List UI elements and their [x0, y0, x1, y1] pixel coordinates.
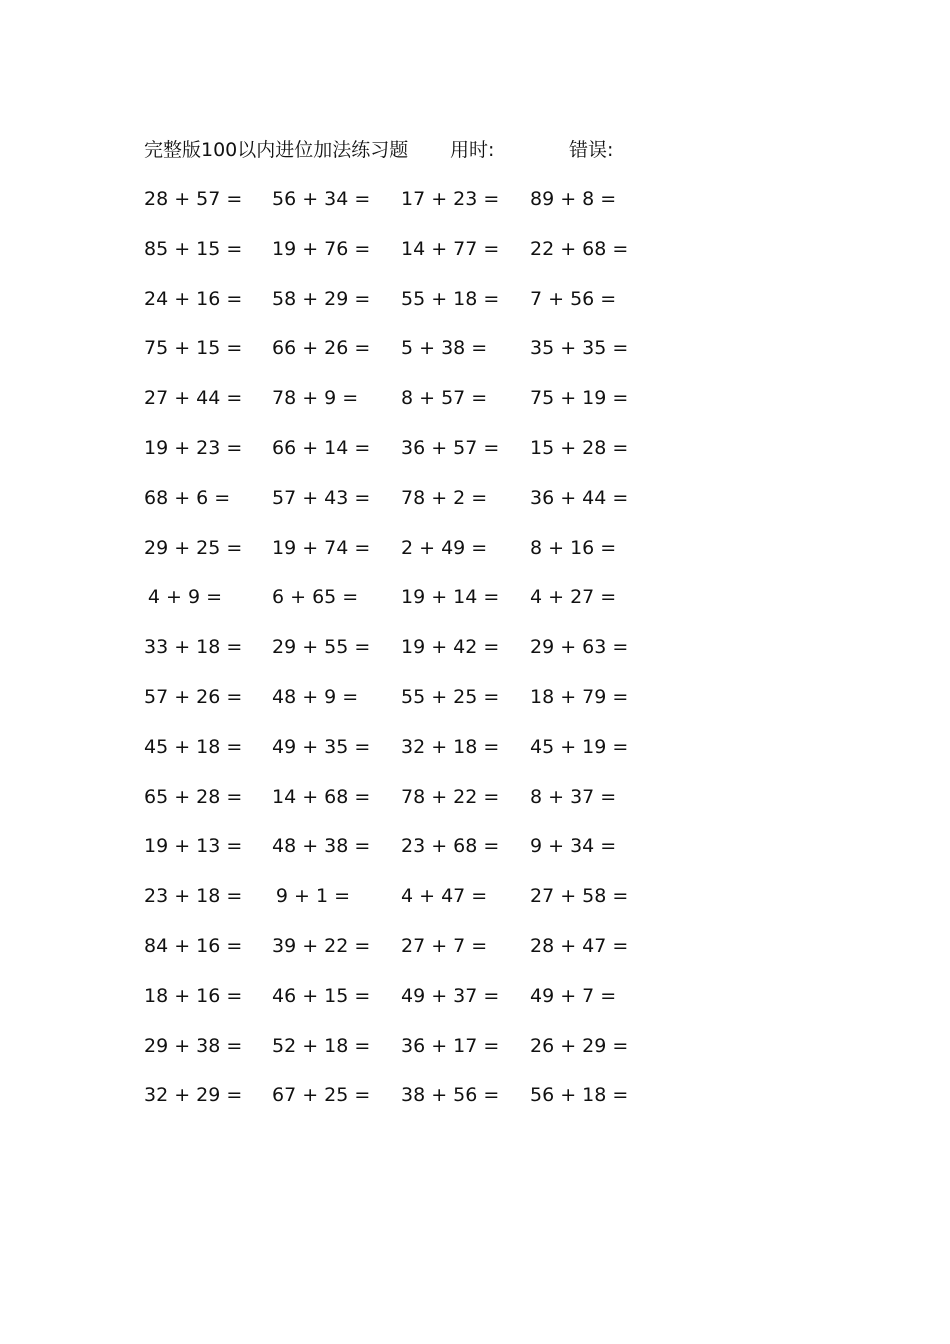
addition-problem: 67 + 25 = — [272, 1084, 371, 1107]
addition-problem: 29 + 63 = — [530, 636, 629, 659]
addition-problem: 26 + 29 = — [530, 1034, 629, 1057]
addition-problem: 57 + 43 = — [272, 486, 371, 509]
addition-problem: 28 + 57 = — [144, 188, 243, 210]
addition-problem: 23 + 18 = — [144, 885, 243, 908]
addition-problem: 58 + 29 = — [272, 287, 371, 310]
addition-problem: 78 + 2 = — [401, 486, 488, 509]
addition-problem: 56 + 34 = — [272, 188, 371, 210]
addition-problem: 33 + 18 = — [144, 636, 243, 659]
addition-problem: 4 + 47 = — [401, 885, 488, 908]
worksheet-header — [144, 136, 614, 164]
addition-problem: 65 + 28 = — [144, 785, 243, 808]
addition-problem: 75 + 19 = — [530, 387, 629, 410]
addition-problem: 32 + 18 = — [401, 735, 500, 758]
addition-problem: 19 + 13 = — [144, 835, 243, 858]
addition-problem: 24 + 16 = — [144, 287, 243, 310]
addition-problem: 45 + 19 = — [530, 735, 629, 758]
addition-problem: 19 + 74 = — [272, 536, 371, 559]
addition-problem: 8 + 37 = — [530, 785, 617, 808]
addition-problem: 78 + 22 = — [401, 785, 500, 808]
addition-problem: 78 + 9 = — [272, 387, 359, 410]
addition-problem: 7 + 56 = — [530, 287, 617, 310]
addition-problem: 19 + 14 = — [401, 586, 500, 609]
addition-problem: 9 + 1 = — [275, 885, 351, 908]
addition-problem: 35 + 35 = — [530, 337, 629, 360]
addition-problem: 27 + 44 = — [144, 387, 243, 410]
error-label: 错误: — [569, 139, 614, 161]
addition-problem: 19 + 23 = — [144, 437, 243, 459]
addition-problem: 36 + 17 = — [401, 1034, 500, 1057]
addition-problem: 89 + 8 = — [530, 188, 617, 210]
addition-problem: 4 + 9 = — [147, 586, 223, 609]
addition-problem: 48 + 38 = — [272, 835, 371, 858]
addition-problem: 57 + 26 = — [144, 686, 243, 708]
addition-problem: 48 + 9 = — [272, 686, 359, 708]
addition-problem: 8 + 57 = — [401, 387, 488, 410]
addition-problem: 29 + 25 = — [144, 536, 243, 559]
addition-problem: 66 + 14 = — [272, 437, 371, 459]
addition-problem: 15 + 28 = — [530, 437, 629, 459]
addition-problem: 49 + 35 = — [272, 735, 371, 758]
addition-problem: 56 + 18 = — [530, 1084, 629, 1107]
addition-problem: 19 + 76 = — [272, 237, 371, 260]
addition-problem: 17 + 23 = — [401, 188, 500, 210]
addition-problem: 27 + 58 = — [530, 885, 629, 908]
addition-problem: 29 + 38 = — [144, 1034, 243, 1057]
addition-problem: 39 + 22 = — [272, 935, 371, 957]
addition-problem: 18 + 16 = — [144, 984, 243, 1007]
addition-problem: 55 + 18 = — [401, 287, 500, 310]
addition-problem: 32 + 29 = — [144, 1084, 243, 1107]
worksheet-title: 完整版100以内进位加法练习题 — [144, 139, 409, 161]
addition-problem: 28 + 47 = — [530, 935, 629, 957]
addition-problem: 66 + 26 = — [272, 337, 371, 360]
addition-problem: 55 + 25 = — [401, 686, 500, 708]
addition-problem: 18 + 79 = — [530, 686, 629, 708]
addition-problem: 9 + 34 = — [530, 835, 617, 858]
addition-problem: 84 + 16 = — [144, 935, 243, 957]
problem-grid — [144, 185, 664, 1115]
addition-problem: 68 + 6 = — [144, 486, 231, 509]
addition-problem: 46 + 15 = — [272, 984, 371, 1007]
addition-problem: 36 + 57 = — [401, 437, 500, 459]
time-label: 用时: — [450, 139, 495, 161]
addition-problem: 27 + 7 = — [401, 935, 488, 957]
addition-problem: 2 + 49 = — [401, 536, 488, 559]
addition-problem: 52 + 18 = — [272, 1034, 371, 1057]
addition-problem: 49 + 37 = — [401, 984, 500, 1007]
addition-problem: 29 + 55 = — [272, 636, 371, 659]
addition-problem: 22 + 68 = — [530, 237, 629, 260]
addition-problem: 85 + 15 = — [144, 237, 243, 260]
addition-problem: 45 + 18 = — [144, 735, 243, 758]
addition-problem: 38 + 56 = — [401, 1084, 500, 1107]
addition-problem: 36 + 44 = — [530, 486, 629, 509]
addition-problem: 6 + 65 = — [272, 586, 359, 609]
addition-problem: 75 + 15 = — [144, 337, 243, 360]
addition-problem: 49 + 7 = — [530, 984, 617, 1007]
addition-problem: 23 + 68 = — [401, 835, 500, 858]
addition-problem: 8 + 16 = — [530, 536, 617, 559]
addition-problem: 14 + 68 = — [272, 785, 371, 808]
addition-problem: 19 + 42 = — [401, 636, 500, 659]
addition-problem: 4 + 27 = — [530, 586, 617, 609]
addition-problem: 14 + 77 = — [401, 237, 500, 260]
addition-problem: 5 + 38 = — [401, 337, 488, 360]
